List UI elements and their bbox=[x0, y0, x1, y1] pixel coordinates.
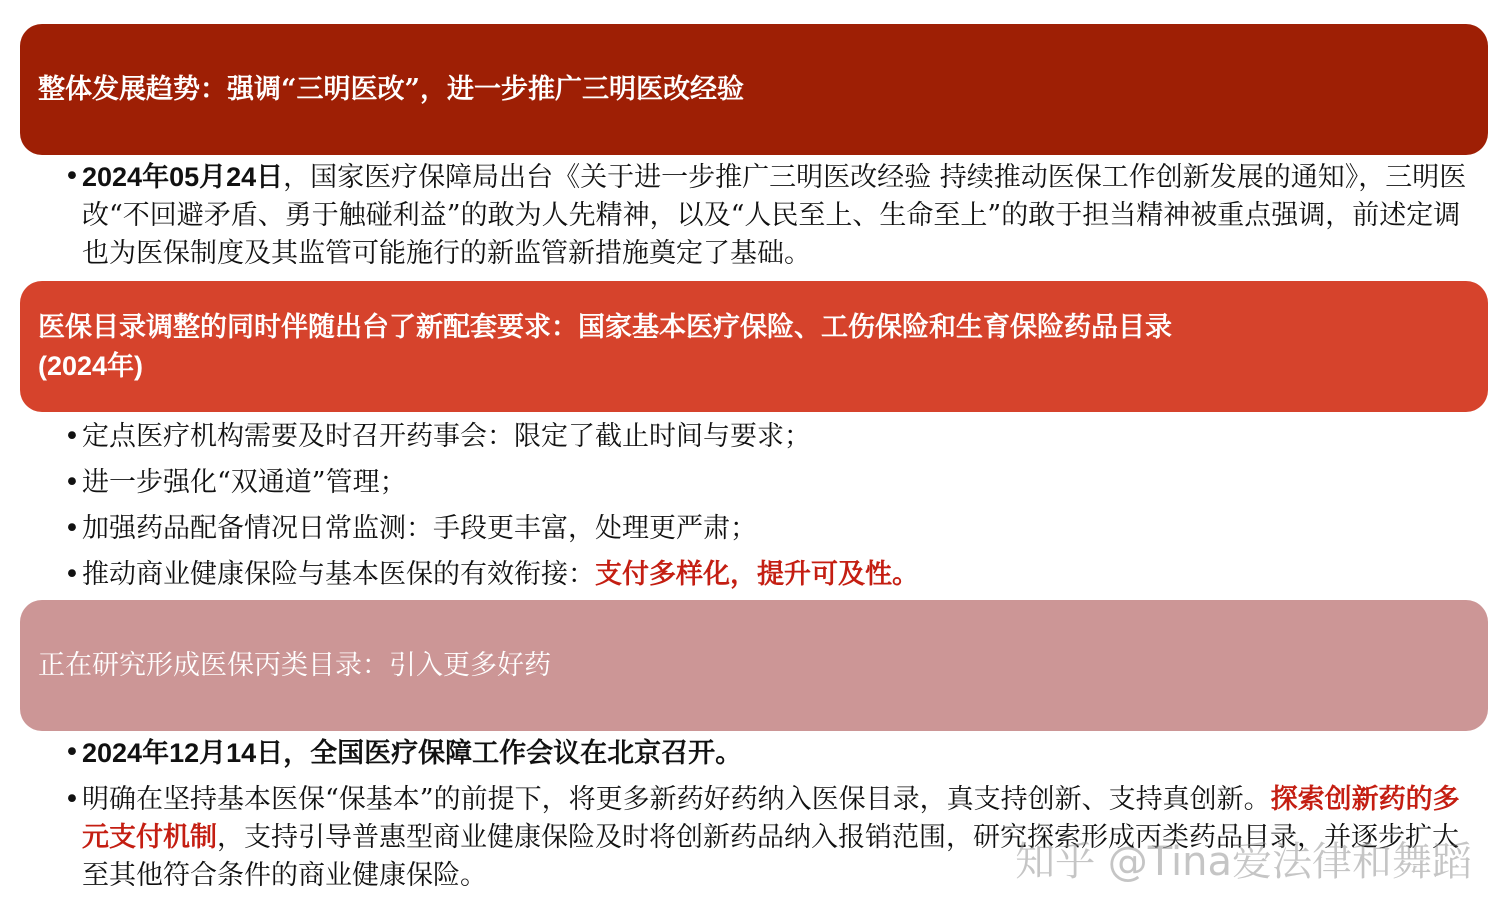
section1-banner bbox=[20, 24, 1488, 155]
item-text: ，国家医疗保障局出台《关于进一步推广三明医改经验 持续推动医保工作创新发展的通知》，三明医改“不回避矛盾、勇于触碰利益”的敢为人先精神，以及“人民至上、生命至上”的敢于担当精神被重点强调，前述定调也为医保制度及其监管可能施行的新监管新措施奠定了基础。 bbox=[82, 162, 1467, 269]
item-text: 明确在坚持基本医保“保基本”的前提下，将更多新药好药纳入医保目录，真支持创新、支持真创新。 bbox=[82, 784, 1271, 815]
list-item: • 加强药品配备情况日常监测：手段更丰富，处理更严肃； bbox=[64, 506, 1484, 552]
item-date: 2024年12月14日 bbox=[82, 738, 284, 768]
list-item bbox=[64, 158, 1484, 273]
item-highlight: 探索创新药的多元支付机制 bbox=[82, 784, 1460, 853]
list-item: • 进一步强化“双通道”管理； bbox=[64, 460, 1484, 506]
section2-content bbox=[64, 414, 1484, 598]
section1-title: 整体发展趋势：强调“三明医改”，进一步推广三明医改经验 bbox=[38, 73, 745, 105]
item-highlight: 支付多样化，提升可及性。 bbox=[595, 559, 919, 590]
item-date: 2024年05月24日 bbox=[82, 162, 284, 192]
list-item bbox=[64, 734, 1484, 773]
section3-banner bbox=[20, 600, 1488, 731]
list-item: • 定点医疗机构需要及时召开药事会：限定了截止时间与要求； bbox=[64, 414, 1484, 460]
section2-banner bbox=[20, 281, 1488, 412]
section2-title-line2: (2024年) bbox=[38, 350, 144, 381]
section3-title: 正在研究形成医保丙类目录：引入更多好药 bbox=[38, 649, 551, 681]
watermark: 知乎 @Tina爱法律和舞蹈 bbox=[1015, 839, 1472, 885]
item-text: ，全国医疗保障工作会议在北京召开。 bbox=[283, 738, 743, 769]
item-text: ，支持引导普惠型商业健康保险及时将创新药品纳入报销范围，研究探索形成丙类药品目录，并逐步扩大至其他符合条件的商业健康保险。 bbox=[82, 822, 1459, 891]
section1-content bbox=[64, 158, 1484, 273]
list-item bbox=[64, 552, 1484, 598]
item-text: 推动商业健康保险与基本医保的有效衔接： bbox=[82, 559, 595, 590]
section2-title-line1: 医保目录调整的同时伴随出台了新配套要求：国家基本医疗保险、工伤保险和生育保险药品目录 bbox=[38, 311, 1172, 343]
